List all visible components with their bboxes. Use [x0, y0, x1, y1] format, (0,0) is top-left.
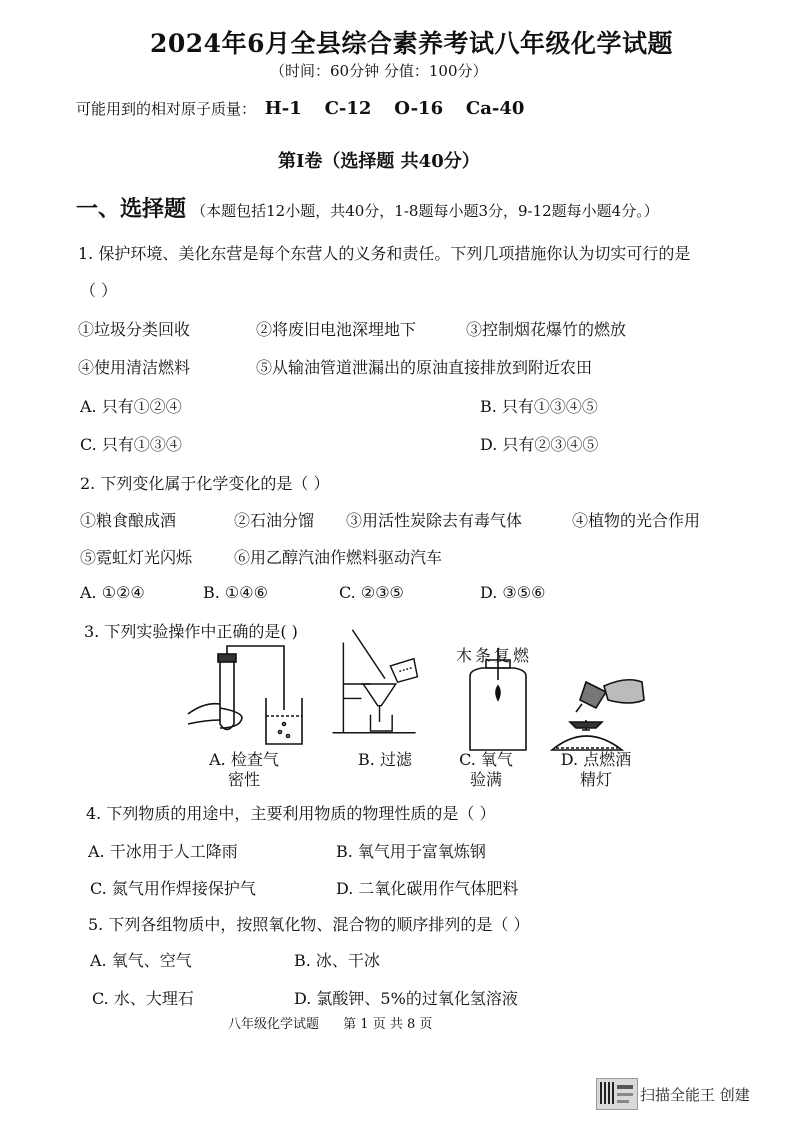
q2-item-4: ④植物的光合作用 — [572, 511, 701, 530]
q3-caption-d-line1: D. 点燃酒 — [560, 750, 632, 769]
q1-item-1: ①垃圾分类回收 — [78, 320, 191, 339]
q5-option-d: D. 氯酸钾、5%的过氧化氢溶液 — [294, 989, 518, 1008]
q3-caption-d-line2: 精灯 — [579, 770, 612, 789]
q2-option-d: D. ③⑤⑥ — [480, 583, 546, 602]
q4-option-c: C. 氮气用作焊接保护气 — [90, 879, 256, 898]
q2-option-c: C. ②③⑤ — [339, 583, 404, 602]
q3-caption-b — [340, 750, 430, 770]
atomic-mass-label: 可能用到的相对原子质量： — [76, 100, 257, 118]
q1-option-d: D. 只有②③④⑤ — [480, 435, 599, 454]
q2-option-a: A. ①②④ — [80, 583, 145, 602]
q2-item-2: ②石油分馏 — [234, 511, 315, 530]
airtightness-check-illustration — [180, 640, 310, 752]
q4-option-a: A. 干冰用于人工降雨 — [88, 842, 238, 861]
exam-meta: （时间：60分钟 分值：100分） — [270, 62, 488, 80]
atomic-mass-ca: Ca-40 — [465, 98, 525, 119]
scanner-watermark-text: 扫描全能王 创建 — [640, 1086, 750, 1104]
atomic-mass-c: C-12 — [324, 98, 372, 119]
filtration-illustration — [320, 628, 430, 740]
q5-stem: 5. 下列各组物质中，按照氧化物、混合物的顺序排列的是（ ） — [88, 915, 530, 934]
q1-option-b: B. 只有①③④⑤ — [480, 397, 598, 416]
q1-item-2: ②将废旧电池深埋地下 — [256, 320, 417, 339]
q3-caption-a-line1: A. 检查气 — [209, 750, 279, 769]
q1-item-3: ③控制烟花爆竹的燃放 — [466, 320, 627, 339]
q2-stem: 2. 下列变化属于化学变化的是（ ） — [80, 474, 330, 493]
q3-caption-a-line2: 密性 — [227, 770, 260, 789]
q2-option-b: B. ①④⑥ — [203, 583, 268, 602]
section-heading-line — [76, 192, 659, 223]
q4-option-b: B. 氧气用于富氧炼钢 — [336, 842, 486, 861]
footer-subject: 八年级化学试题 — [228, 1017, 320, 1032]
q1-option-a: A. 只有①②④ — [80, 397, 182, 416]
q1-option-c: C. 只有①③④ — [80, 435, 182, 454]
q4-option-d: D. 二氧化碳用作气体肥料 — [336, 879, 519, 898]
footer-page-number: 第 1 页 共 8 页 — [343, 1017, 433, 1032]
atomic-mass-o: O-16 — [394, 98, 444, 119]
atomic-mass-h: H-1 — [264, 98, 302, 119]
q1-blank: （ ） — [80, 281, 118, 300]
qr-code-icon — [600, 1082, 614, 1104]
q2-item-1: ①粮食酿成酒 — [80, 511, 177, 530]
q3-caption-c — [444, 750, 528, 790]
q3-figure-label: 木条复燃 — [456, 646, 533, 665]
scanner-logo — [596, 1078, 638, 1110]
q5-option-c: C. 水、大理石 — [92, 989, 194, 1008]
q2-item-3: ③用活性炭除去有毒气体 — [346, 511, 523, 530]
part-title: 第Ⅰ卷（选择题 共40分） — [278, 151, 480, 172]
atomic-mass-line — [76, 98, 524, 119]
q3-caption-a — [192, 750, 296, 790]
q3-caption-c-line1: C. 氧气 — [459, 750, 513, 769]
q3-caption-b-line1: B. 过滤 — [358, 750, 412, 769]
q3-caption-d — [544, 750, 648, 790]
q3-stem: 3. 下列实验操作中正确的是( ) — [84, 622, 298, 641]
q5-option-a: A. 氧气、空气 — [90, 951, 192, 970]
q1-item-5: ⑤从输油管道泄漏出的原油直接排放到附近农田 — [256, 358, 593, 377]
q5-option-b: B. 冰、干冰 — [294, 951, 380, 970]
section-note: （本题包括12小题，共40分，1-8题每小题3分，9-12题每小题4分。） — [191, 202, 659, 220]
q2-item-6: ⑥用乙醇汽油作燃料驱动汽车 — [234, 548, 443, 567]
page-title: 2024年6月全县综合素养考试八年级化学试题 — [150, 29, 673, 58]
q4-stem: 4. 下列物质的用途中，主要利用物质的物理性质的是（ ） — [86, 804, 496, 823]
page-footer — [228, 1013, 432, 1032]
q1-item-4: ④使用清洁燃料 — [78, 358, 191, 377]
q3-caption-c-line2: 验满 — [469, 770, 502, 789]
q2-item-5: ⑤霓虹灯光闪烁 — [80, 548, 193, 567]
section-heading: 一、选择题 — [76, 196, 187, 222]
q1-stem: 1. 保护环境、美化东营是每个东营人的义务和责任。下列几项措施你认为切实可行的是 — [78, 244, 691, 263]
